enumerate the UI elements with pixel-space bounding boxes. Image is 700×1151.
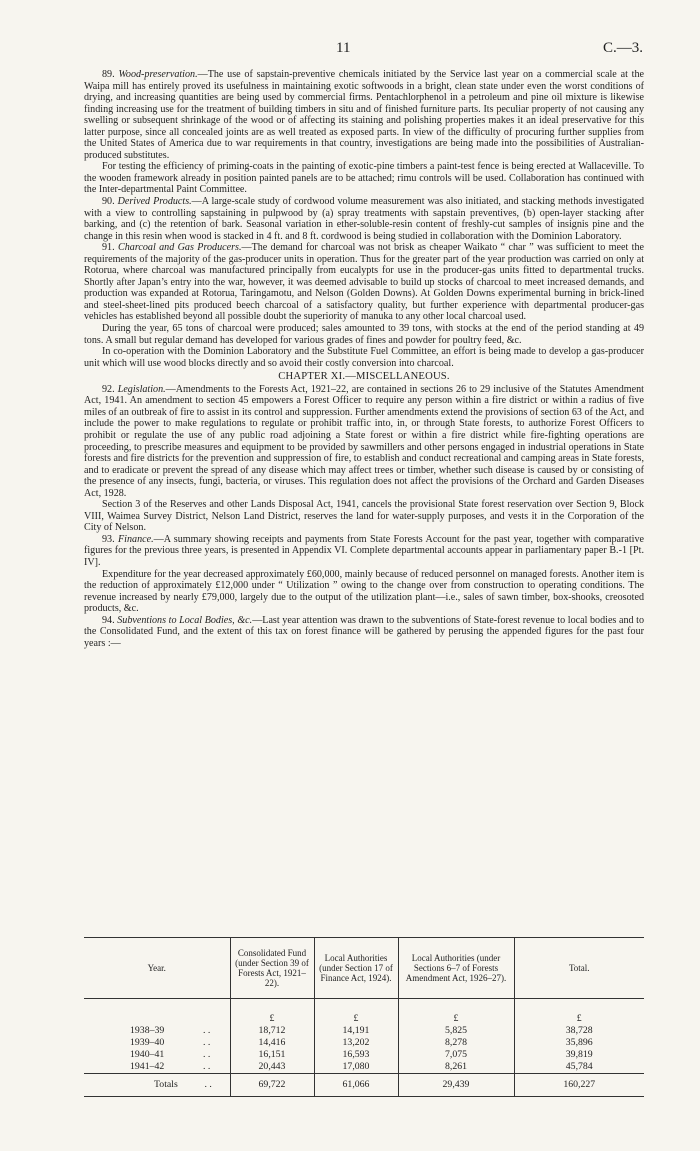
col-header-year: Year. <box>84 938 230 999</box>
paragraph-90: 90. Derived Products.—A large-scale study of cordwood volume measurement was also initiated, and stacking methods investigated with a view to controlling sapstaining in pulpwood by (a) spray treatments with sapstain preventives, (b) open-layer stacking after barking, and (c) the retention of bark. Seasonal variation in ether-soluble-resin content of freshly-cut samples of insignis pine and the change in this resin when wood is stacked in 4 ft. and 8 ft. cordwood is being studied in collaboration with the Dominion Laboratory. <box>84 196 644 242</box>
unit-cell: £ <box>514 999 644 1026</box>
leader-dots: . . <box>202 1025 211 1036</box>
cell-consolidated-fund: 16,151 <box>230 1049 314 1061</box>
unit-cell: £ <box>314 999 398 1026</box>
paragraph-92-cont: Section 3 of the Reserves and other Lands Disposal Act, 1941, cancels the provisional State forest reservation over Section 9, Block VIII, Waimea Survey District, Nelson Land District, reserves the land for water-supply purposes, and vests it in the Corporation of the City of Nelson. <box>84 499 644 534</box>
paragraph-93-cont: Expenditure for the year decreased approximately £60,000, mainly because of reduced personnel on managed forests. Another item is the reduction of approximately £12,000 under “ Utilization ” owing to the change over from construction to operating conditions. The revenue increased by nearly £79,000, largely due to the output of the utilization plant—i.e., sales of sawn timber, box-shooks, creosoted products, &c. <box>84 568 644 615</box>
year-cell: 1938–39 <box>130 1025 165 1036</box>
leader-dots: . . <box>202 1037 211 1048</box>
cell-local-authorities-17: 14,191 <box>314 1025 398 1037</box>
paragraph-89-cont: For testing the efficiency of priming-coats in the painting of exotic-pine timbers a paint-test fence is being erected at Wallaceville. To the wooden framework already in position painted panels are to be attached; rimu controls will be used. Collaboration has continued with the Inter-departmental Paint Committee. <box>84 161 644 196</box>
paragraph-89-title: Wood-preservation. <box>118 69 198 80</box>
paragraph-92-title: Legislation. <box>117 383 166 395</box>
leader-dots: . . <box>204 1079 212 1090</box>
document-code: C.—3. <box>602 40 643 56</box>
total-consolidated-fund: 69,722 <box>230 1074 314 1097</box>
col-header-consolidated-fund: Consolidated Fund (under Section 39 of Forests Act, 1921–22). <box>230 938 314 999</box>
table-header-row <box>84 938 644 999</box>
col-header-total: Total. <box>514 938 644 999</box>
paragraph-94: 94. Subventions to Local Bodies, &c.—Last year attention was drawn to the subventions of State-forest revenue to local bodies and to the Consolidated Fund, and the extent of this tax on forest finance will be gathered by perusing the appended figures for the past four years :— <box>84 614 644 649</box>
year-cell: 1940–41 <box>130 1049 165 1060</box>
col-header-local-authorities-6-7: Local Authorities (under Sections 6–7 of Forests Amendment Act, 1926–27). <box>398 938 514 999</box>
subventions-table <box>84 937 644 1097</box>
paragraph-91-cont2: In co-operation with the Dominion Laboratory and the Substitute Fuel Committee, an effort is being made to develop a gas-producer unit which will use wood blocks directly and so avoid their costly conversion into charcoal. <box>84 346 644 369</box>
paragraph-92: 92. Legislation.—Amendments to the Forests Act, 1921–22, are contained in sections 26 to 29 inclusive of the Statutes Amendment Act, 1941. An amendment to section 45 empowers a Forest Officer to require any person within a fire district or within a radius of five miles of an outbreak of fire to assist in its control and suppression. Further amendments extend the provisions of section 63 of the Act, and include the power to make regulations to regulate or prohibit traffic into, in, or through State forests, to authorize Forest Officers to prohibit or regulate the use of any public road adjoining a State forest or within a fire district while fire-fighting operations are proceeding, to prescribe measures and equipment to be provided by sawmillers and other persons engaged in industrial operations in State forests and fire districts for the prevention and suppression of fire, to establish and conduct recreational and camping areas in State forests, and to eradicate or prevent the spread of any disease which may affect trees or timber, whether such disease is caused by or consisting of the presence of any insects, fungi, bacteria, or viruses. This regulation does not affect the provisions of the Orchard and Garden Diseases Act, 1928. <box>84 383 644 499</box>
leader-dots: . . <box>202 1049 211 1060</box>
page-number: 11 <box>336 40 351 56</box>
cell-consolidated-fund: 14,416 <box>230 1037 314 1049</box>
cell-local-authorities-6-7: 7,075 <box>398 1049 514 1061</box>
paragraph-93: 93. Finance.—A summary showing receipts and payments from State Forests Account for the past year, together with comparative figures for the previous three years, is presented in Appendix VI. Complete departmental accounts appear in parliamentary paper B.-1 [Pt. IV]. <box>84 533 645 568</box>
table-row <box>84 1037 644 1049</box>
paragraph-89: 89. Wood-preservation.—The use of sapstain-preventive chemicals initiated by the Service last year on a commercial scale at the Waipa mill has entirely proved its usefulness in maintaining exotic softwoods in a bright, clean state under even the worst conditions of drying, and increasing quantities are being used by commercial firms. Pentachlorphenol in a petroleum and pine oil mixture is likewise finding increasing use for the treatment of building timbers in situ and of finished furniture parts. Its peculiar property of not causing any swelling or subsequent shrinkage of the wood or of affecting its staining and polishing properties makes it an ideal preservative for this latter purpose, since all concealed joints are as well treated as exposed parts. In view of the difficulty of procuring further supplies from the United States of America due to war requirements in that country, investigations are being made into the possibilities of Australian-produced substitutes. <box>84 69 645 161</box>
cell-total: 45,784 <box>514 1061 644 1074</box>
table-row <box>84 1049 644 1061</box>
paragraph-91: 91. Charcoal and Gas Producers.—The demand for charcoal was not brisk as cheaper Waikato “ char ” was sufficient to meet the requirements of the majority of the gas-producer units in operation. Thus for the greater part of the year production was carried on only at Rotorua, where charcoal was manufactured principally from eucalypts for use in the producer-gas units fitted to departmental trucks. Shortly after Japan’s entry into the war, however, it was deemed advisable to build up stocks of charcoal to meet increased demands, and production was expanded at Rotorua, Taringamotu, and Nelson (Golden Downs). At Golden Downs experimental burning in brick-lined and steel-sheet-lined pits produced beech charcoal of a satisfactory quality, but further experience with departmental producer-gas vehicles has established beyond all possible doubt the superiority of manuka to any other local charcoal used. <box>84 242 644 323</box>
table-row <box>84 1061 644 1074</box>
paragraph-94-title: Subventions to Local Bodies, &c. <box>117 614 253 626</box>
unit-row <box>84 999 644 1026</box>
total-local-authorities-17: 61,066 <box>314 1074 398 1097</box>
paragraph-91-title: Charcoal and Gas Producers. <box>118 242 242 254</box>
body-text <box>84 69 644 649</box>
chapter-heading: CHAPTER XI.—MISCELLANEOUS. <box>278 371 450 383</box>
table-row <box>84 1025 644 1037</box>
unit-cell: £ <box>230 999 314 1026</box>
year-cell: 1939–40 <box>130 1037 165 1048</box>
cell-total: 35,896 <box>514 1037 644 1049</box>
cell-local-authorities-17: 17,080 <box>314 1061 398 1074</box>
cell-local-authorities-17: 13,202 <box>314 1037 398 1049</box>
paragraph-90-title: Derived Products. <box>117 196 192 208</box>
total-local-authorities-6-7: 29,439 <box>398 1074 514 1097</box>
totals-label: Totals <box>154 1079 178 1090</box>
year-cell: 1941–42 <box>130 1061 165 1072</box>
cell-consolidated-fund: 20,443 <box>230 1061 314 1074</box>
cell-local-authorities-6-7: 8,278 <box>398 1037 514 1049</box>
page-header <box>0 40 700 58</box>
cell-local-authorities-17: 16,593 <box>314 1049 398 1061</box>
cell-total: 39,819 <box>514 1049 644 1061</box>
grand-total: 160,227 <box>514 1074 644 1097</box>
paragraph-91-cont: During the year, 65 tons of charcoal were produced; sales amounted to 39 tons, with stocks at the end of the period standing at 49 tons. A small but regular demand has developed for various grades of fines and powder for poultry feed, &c. <box>84 323 644 346</box>
cell-consolidated-fund: 18,712 <box>230 1025 314 1037</box>
cell-local-authorities-6-7: 8,261 <box>398 1061 514 1074</box>
totals-row <box>84 1074 644 1097</box>
cell-local-authorities-6-7: 5,825 <box>398 1025 514 1037</box>
unit-cell: £ <box>398 999 514 1026</box>
leader-dots: . . <box>202 1061 211 1072</box>
col-header-local-authorities-17: Local Authorities (under Section 17 of Finance Act, 1924). <box>314 938 398 999</box>
cell-total: 38,728 <box>514 1025 644 1037</box>
paragraph-93-title: Finance. <box>118 533 154 545</box>
